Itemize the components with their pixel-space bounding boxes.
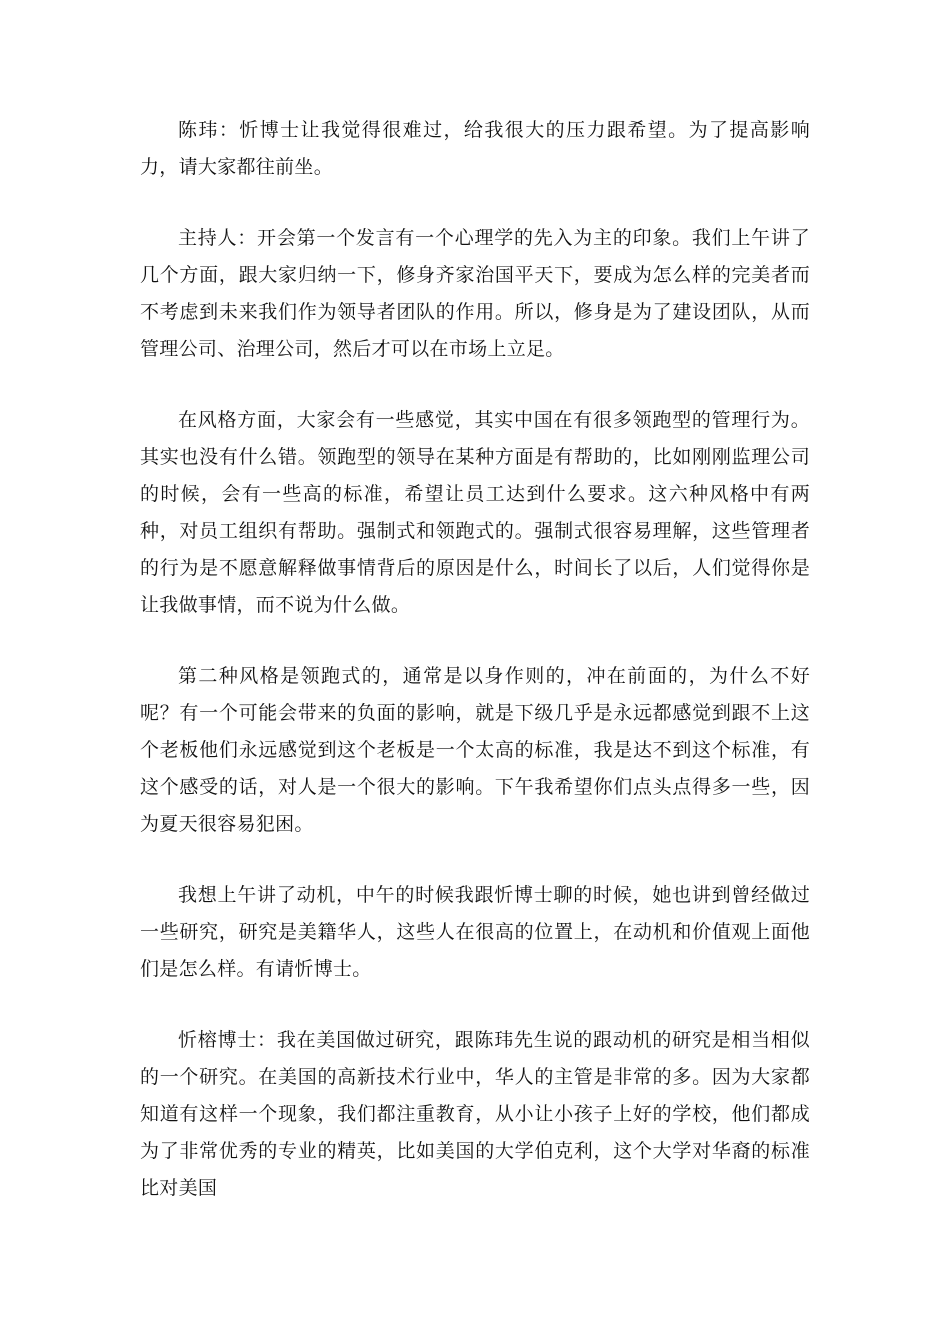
paragraph-style: 在风格方面，大家会有一些感觉，其实中国在有很多领跑型的管理行为。其实也没有什么错。领跑型的领导在某种方面是有帮助的，比如刚刚监理公司的时候，会有一些高的标准，希望让员工达到什么要求。这六种风格中有两种，对员工组织有帮助。强制式和领跑式的。强制式很容易理解，这些管理者的行为是不愿意解释做事情背后的原因是什么，时间长了以后，人们觉得你是让我做事情，而不说为什么做。: [140, 409, 810, 616]
paragraph-host: 主持人：开会第一个发言有一个心理学的先入为主的印象。我们上午讲了几个方面，跟大家归纳一下，修身齐家治国平天下，要成为怎么样的完美者而不考虑到未来我们作为领导者团队的作用。所以，修身是为了建设团队，从而管理公司、治理公司，然后才可以在市场上立足。: [140, 227, 810, 360]
paragraph-second-style: 第二种风格是领跑式的，通常是以身作则的，冲在前面的，为什么不好呢？有一个可能会带来的负面的影响，就是下级几乎是永远都感觉到跟不上这个老板他们永远感觉到这个老板是一个太高的标准，我是达不到这个标准，有这个感受的话，对人是一个很大的影响。下午我希望你们点头点得多一些，因为夏天很容易犯困。: [140, 665, 810, 835]
paragraph-motivation: 我想上午讲了动机，中午的时候我跟忻博士聊的时候，她也讲到曾经做过一些研究，研究是美籍华人，这些人在很高的位置上，在动机和价值观上面他们是怎么样。有请忻博士。: [140, 884, 810, 980]
paragraph-chen-wei: 陈玮：忻博士让我觉得很难过，给我很大的压力跟希望。为了提高影响力，请大家都往前坐。: [140, 119, 810, 178]
document-body: [140, 112, 810, 1241]
paragraph-xin-rong: 忻榕博士：我在美国做过研究，跟陈玮先生说的跟动机的研究是相当相似的一个研究。在美国的高新技术行业中，华人的主管是非常的多。因为大家都知道有这样一个现象，我们都注重教育，从小让小孩子上好的学校，他们都成为了非常优秀的专业的精英，比如美国的大学伯克利，这个大学对华裔的标准比对美国: [140, 1029, 810, 1199]
